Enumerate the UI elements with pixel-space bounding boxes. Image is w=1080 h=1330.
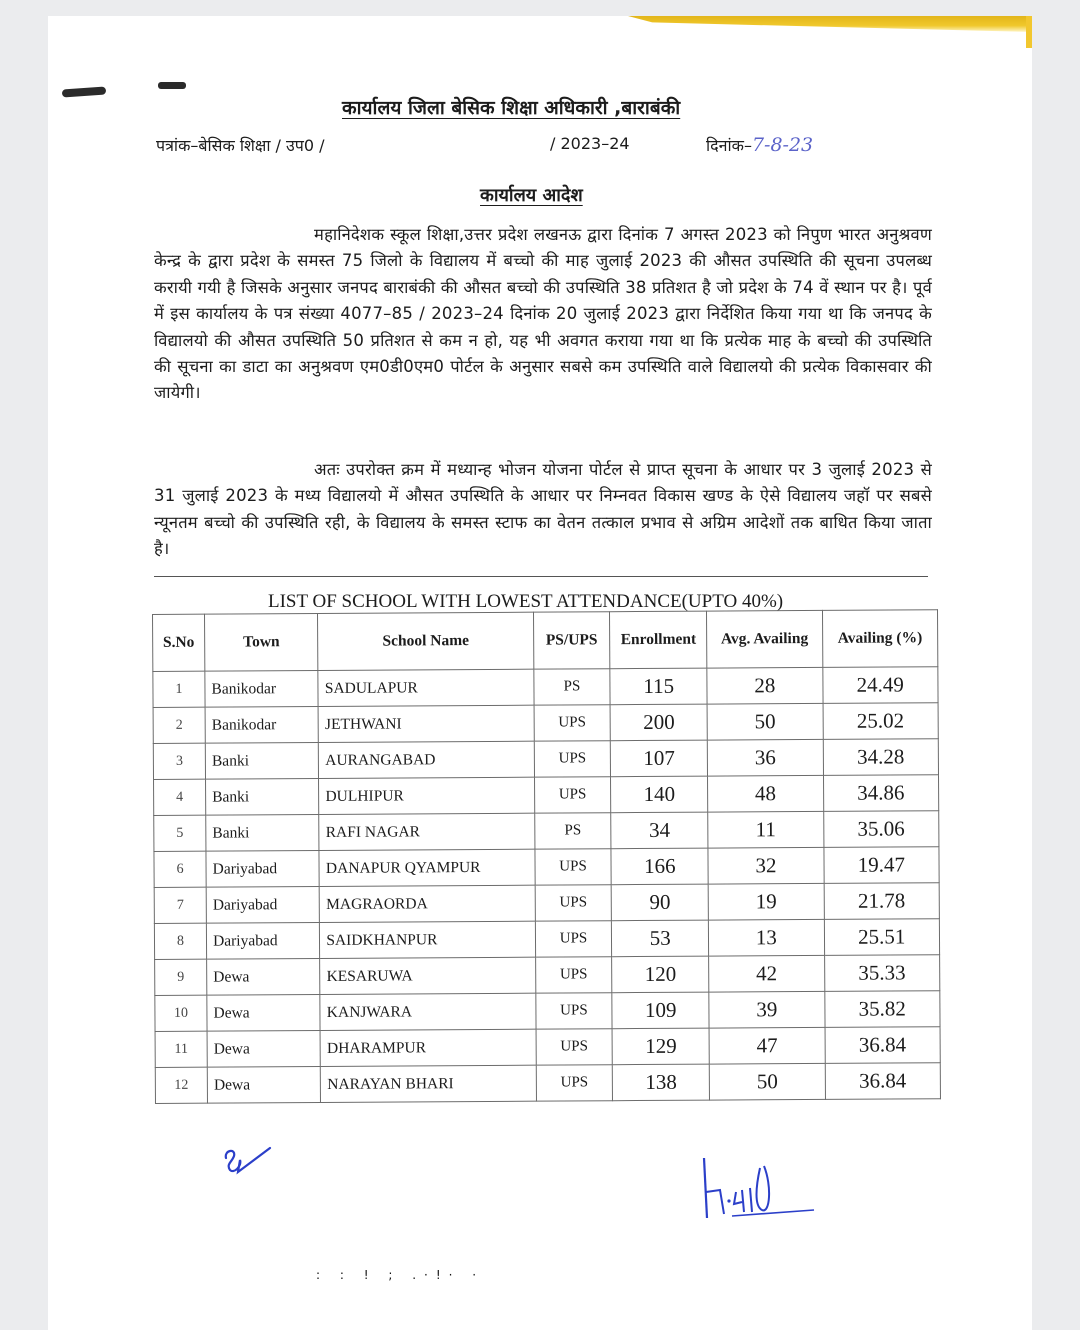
cell-availing-pct: 25.51	[824, 919, 940, 956]
table-row	[154, 847, 939, 888]
column-header-ps-ups: PS/UPS	[533, 612, 610, 669]
cell-type: UPS	[534, 777, 611, 813]
office-title: कार्यालय जिला बेसिक शिक्षा अधिकारी ,बाराबंकी	[342, 97, 681, 119]
cell-type: UPS	[536, 1065, 613, 1101]
cell-school: NARAYAN BHARI	[321, 1065, 537, 1102]
cell-enrollment: 34	[611, 812, 708, 849]
table-row	[155, 1027, 940, 1068]
table-row	[153, 739, 938, 780]
cell-enrollment: 138	[613, 1064, 710, 1101]
table-row	[153, 703, 938, 744]
cell-avg-availing: 47	[709, 1027, 825, 1064]
cell-town: Banki	[205, 742, 319, 779]
column-header-town: Town	[205, 613, 319, 671]
cell-sno: 12	[155, 1067, 207, 1103]
divider	[154, 576, 928, 577]
reference-number: पत्रांक–बेसिक शिक्षा / उप0 /	[156, 136, 325, 155]
attendance-table	[152, 609, 941, 1104]
cell-sno: 8	[154, 923, 206, 959]
cell-enrollment: 200	[610, 704, 707, 741]
cell-school: KESARUWA	[320, 957, 536, 994]
column-header-availing-pct: Availing (%)	[822, 610, 938, 668]
cell-enrollment: 107	[611, 740, 708, 777]
column-header-school-name: School Name	[318, 612, 534, 670]
cell-avg-availing: 32	[708, 847, 824, 884]
cell-enrollment: 53	[612, 920, 709, 957]
column-header-avg-availing: Avg. Availing	[707, 610, 823, 668]
cell-availing-pct: 21.78	[824, 883, 940, 920]
cell-town: Dariyabad	[206, 886, 320, 923]
cell-type: UPS	[535, 957, 612, 993]
initial-signature-icon	[222, 1146, 274, 1176]
cell-sno: 5	[154, 815, 206, 851]
handwritten-date: 7-8-23	[751, 134, 814, 156]
cell-availing-pct: 24.49	[822, 667, 938, 704]
cell-enrollment: 140	[611, 776, 708, 813]
punch-mark	[158, 82, 186, 89]
cell-sno: 3	[153, 743, 205, 779]
cell-town: Banikodar	[205, 706, 319, 743]
cell-sno: 9	[155, 959, 207, 995]
date-label: दिनांक–	[706, 136, 752, 155]
officer-signature-icon	[698, 1156, 818, 1226]
cell-sno: 11	[155, 1031, 207, 1067]
table-row	[154, 883, 939, 924]
cell-type: UPS	[535, 849, 612, 885]
table-row	[153, 667, 938, 708]
cell-school: AURANGABAD	[319, 741, 535, 778]
cell-sno: 6	[154, 851, 206, 887]
body-paragraph-2: अतः उपरोक्त क्रम में मध्यान्ह भोजन योजना पोर्टल से प्राप्त सूचना के आधार पर 3 जुलाई 2023 से 31 जुलाई 2023 के मध्य विद्यालयो में औसत उपस्थिति के आधार पर निम्नवत विकास खण्ड के ऐसे विद्यालय जहॉ पर सबसे न्यूनतम बच्चो की उपस्थिति रही, के विद्यालय के समस्त स्टाफ का वेतन तत्काल प्रभाव से अग्रिम आदेशों तक बाधित किया जाता है।	[154, 460, 932, 559]
cell-town: Dariyabad	[206, 850, 320, 887]
cell-avg-availing: 48	[708, 775, 824, 812]
cell-town: Dewa	[207, 958, 321, 995]
cell-avg-availing: 19	[708, 883, 824, 920]
cell-town: Banki	[206, 814, 320, 851]
cell-sno: 7	[154, 887, 206, 923]
body-paragraph-1: महानिदेशक स्कूल शिक्षा,उत्तर प्रदेश लखनऊ द्वारा दिनांक 7 अगस्त 2023 को निपुण भारत अनुश्रवण केन्द्र के द्वारा प्रदेश के समस्त 75 जिलो के विद्यालय में बच्चो की माह जुलाई 2023 की औसत उपस्थिति की सूचना उपलब्ध करायी गयी है जिसके अनुसार जनपद बाराबंकी की औसत बच्चो की उपस्थिति 38 प्रतिशत है जो प्रदेश के 74 वें स्थान पर है। पूर्व में इस कार्यालय के पत्र संख्या 4077–85 / 2023–24 दिनांक 20 जुलाई 2023 द्वारा निर्देशित किया गया था कि जनपद के विद्यालयो की औसत उपस्थिति 50 प्रतिशत से कम न हो, यह भी अवगत कराया गया था कि प्रत्येक माह के बच्चो की उपस्थिति की सूचना का डाटा का अनुश्रवण एम0डी0एम0 पोर्टल के अनुसार सबसे कम उपस्थिति वाले विद्यालयो की प्रत्येक विकासवार की जायेगी।	[154, 225, 932, 403]
cell-availing-pct: 35.82	[824, 991, 940, 1028]
document-page	[48, 16, 1032, 1330]
cell-enrollment: 129	[612, 1028, 709, 1065]
cell-school: RAFI NAGAR	[319, 813, 535, 850]
cell-school: JETHWANI	[318, 705, 534, 742]
cell-school: KANJWARA	[320, 993, 536, 1030]
cell-type: PS	[534, 669, 611, 705]
cell-type: UPS	[536, 1029, 613, 1065]
table-title: LIST OF SCHOOL WITH LOWEST ATTENDANCE(UPTO 40%)	[268, 591, 784, 612]
cell-town: Dewa	[207, 1030, 321, 1067]
cell-sno: 10	[155, 995, 207, 1031]
cell-sno: 2	[153, 707, 205, 743]
cell-enrollment: 115	[610, 668, 707, 705]
cell-availing-pct: 19.47	[824, 847, 940, 884]
cell-town: Dewa	[207, 1066, 321, 1103]
table-row	[154, 775, 939, 816]
cell-type: UPS	[534, 741, 611, 777]
cell-town: Banki	[206, 778, 320, 815]
cell-avg-availing: 39	[709, 991, 825, 1028]
cell-school: MAGRAORDA	[320, 885, 536, 922]
cell-school: DHARAMPUR	[320, 1029, 536, 1066]
cell-school: DULHIPUR	[319, 777, 535, 814]
cell-enrollment: 109	[612, 992, 709, 1029]
cell-availing-pct: 34.28	[823, 739, 939, 776]
cell-availing-pct: 36.84	[825, 1027, 941, 1064]
cell-avg-availing: 28	[707, 667, 823, 704]
cell-avg-availing: 11	[708, 811, 824, 848]
cell-availing-pct: 34.86	[823, 775, 939, 812]
punch-mark	[62, 86, 106, 97]
cell-avg-availing: 50	[709, 1063, 825, 1100]
table-row	[154, 811, 939, 852]
cell-sno: 1	[153, 671, 205, 707]
cell-type: UPS	[536, 993, 613, 1029]
cell-availing-pct: 25.02	[823, 703, 939, 740]
table-row	[155, 955, 940, 996]
reference-year: / 2023–24	[550, 134, 630, 153]
cell-type: PS	[534, 813, 611, 849]
order-title: कार्यालय आदेश	[480, 185, 583, 206]
cell-enrollment: 120	[612, 956, 709, 993]
folder-edge-decoration	[628, 16, 1032, 32]
cell-town: Dariyabad	[206, 922, 320, 959]
date-field	[706, 134, 813, 156]
cell-enrollment: 90	[611, 884, 708, 921]
cell-avg-availing: 42	[709, 955, 825, 992]
cell-type: UPS	[534, 705, 611, 741]
cell-school: SAIDKHANPUR	[320, 921, 536, 958]
column-header-enrollment: Enrollment	[610, 611, 707, 669]
cell-avg-availing: 50	[707, 703, 823, 740]
cell-enrollment: 166	[611, 848, 708, 885]
cell-school: DANAPUR QYAMPUR	[319, 849, 535, 886]
cell-avg-availing: 36	[708, 739, 824, 776]
table-row	[154, 919, 939, 960]
cell-availing-pct: 35.06	[823, 811, 939, 848]
column-header-sno: S.No	[153, 614, 205, 671]
cell-town: Dewa	[207, 994, 321, 1031]
table-row	[155, 991, 940, 1032]
cell-type: UPS	[535, 921, 612, 957]
cell-town: Banikodar	[205, 670, 319, 707]
cell-avg-availing: 13	[709, 919, 825, 956]
cell-availing-pct: 35.33	[824, 955, 940, 992]
scan-artifact: : : ! ; .·!· ·	[316, 1268, 485, 1282]
folder-edge-decoration	[1026, 16, 1032, 48]
table-row	[155, 1063, 940, 1104]
cell-school: SADULAPUR	[318, 669, 534, 706]
table-header-row	[153, 610, 938, 672]
cell-sno: 4	[154, 779, 206, 815]
cell-type: UPS	[535, 885, 612, 921]
cell-availing-pct: 36.84	[825, 1063, 941, 1100]
